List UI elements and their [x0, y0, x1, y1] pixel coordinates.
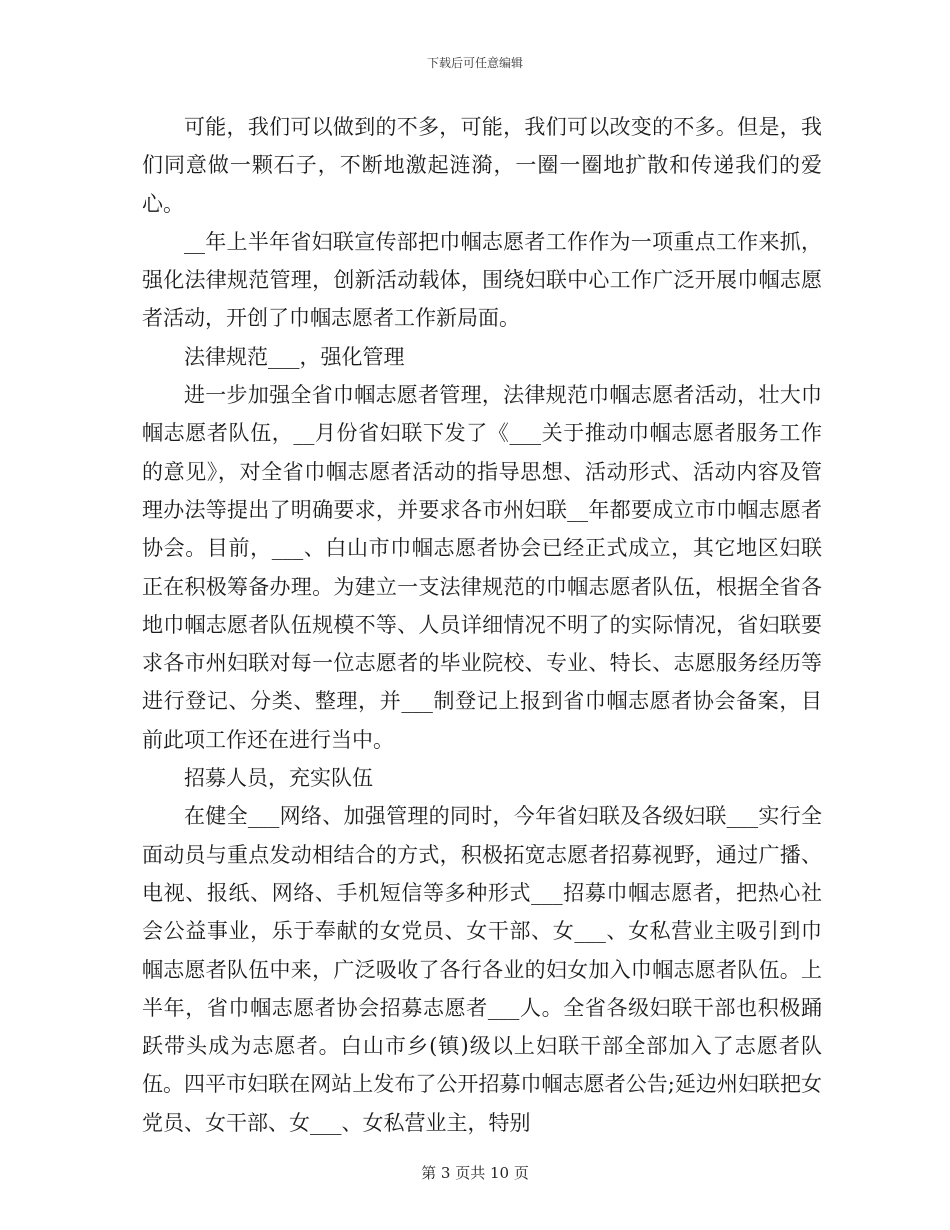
section-heading-management: 法律规范___，强化管理 [184, 344, 405, 369]
paragraph-recruitment: 在健全___网络、加强管理的同时，今年省妇联及各级妇联___实行全面动员与重点发动相结合的方式，积极拓宽志愿者招募视野，通过广播、电视、报纸、网络、手机短信等多种形式___招募巾帼志愿者，把热心社会公益事业，乐于奉献的女党员、女干部、女___、女私营业主吸引到巾帼志愿者队伍中来，广泛吸收了各行各业的妇女加入巾帼志愿者队伍。上半年，省巾帼志愿者协会招募志愿者___人。全省各级妇联干部也积极踊跃带头成为志愿者。白山市乡(镇)级以上妇联干部全部加入了志愿者队伍。四平市妇联在网站上发布了公开招募巾帼志愿者公告;延边州妇联把女党员、女干部、女___、女私营业主，特别 [142, 804, 822, 1135]
document-body [142, 108, 822, 1142]
section-heading-recruitment: 招募人员，充实队伍 [184, 766, 373, 791]
page-header: 下载后可任意编辑 [426, 56, 523, 70]
paragraph-intro: 可能，我们可以做到的不多，可能，我们可以改变的不多。但是，我们同意做一颗石子，不断地激起涟漪，一圈一圈地扩散和传递我们的爱心。 [142, 115, 822, 216]
page-footer: 第 3 页共 10 页 [421, 1164, 529, 1182]
paragraph-summary: __年上半年省妇联宣传部把巾帼志愿者工作作为一项重点工作来抓，强化法律规范管理，创新活动载体，围绕妇联中心工作广泛开展巾帼志愿者活动，开创了巾帼志愿者工作新局面。 [142, 229, 822, 331]
paragraph-management: 进一步加强全省巾帼志愿者管理，法律规范巾帼志愿者活动，壮大巾帼志愿者队伍，__月份省妇联下发了《___关于推动巾帼志愿者服务工作的意见》，对全省巾帼志愿者活动的指导思想、活动形式、活动内容及管理办法等提出了明确要求，并要求各市州妇联__年都要成立市巾帼志愿者协会。目前，___、白山市巾帼志愿者协会已经正式成立，其它地区妇联正在积极筹备办理。为建立一支法律规范的巾帼志愿者队伍，根据全省各地巾帼志愿者队伍规模不等、人员详细情况不明了的实际情况，省妇联要求各市州妇联对每一位志愿者的毕业院校、专业、特长、志愿服务经历等进行登记、分类、整理，并___制登记上报到省巾帼志愿者协会备案，目前此项工作还在进行当中。 [142, 383, 822, 752]
